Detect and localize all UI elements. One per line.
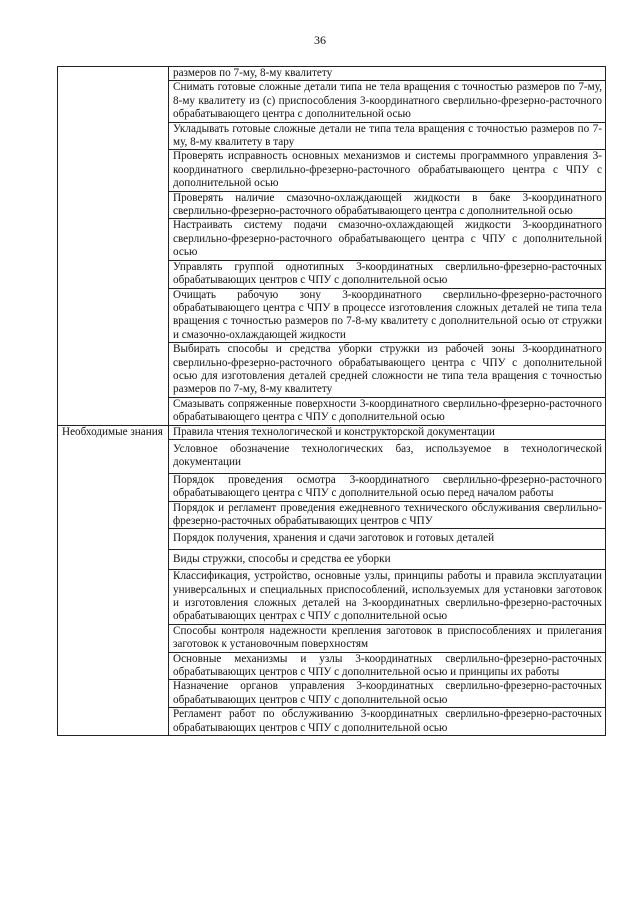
table-cell: Регламент работ по обслуживанию 3-координатных сверлильно-фрезерно-расточных обрабатывающих центров с ЧПУ с дополнительной осью <box>169 708 606 736</box>
page-number: 36 <box>314 33 326 47</box>
table-row <box>58 425 606 439</box>
table-cell: Назначение органов управления 3-координатных сверлильно-фрезерно-расточных обрабатывающих центров с ЧПУ с дополнительной осью <box>169 680 606 708</box>
table-cell: Порядок и регламент проведения ежедневного технического обслуживания сверлильно-фрезерно-расточных обрабатывающих центров с ЧПУ <box>169 501 606 529</box>
table-cell: Выбирать способы и средства уборки стружки из рабочей зоны 3-координатного сверлильно-фрезерно-расточного обрабатывающего центра с ЧПУ с дополнительной осью для изготовления деталей средней сложности не типа тела вращения с точностью размеров по 7-му, 8-му квалитету <box>169 343 606 398</box>
table-cell: Укладывать готовые сложные детали не типа тела вращения с точностью размеров по 7-му, 8-му квалитету в тару <box>169 122 606 150</box>
table-cell: Очищать рабочую зону 3-координатного сверлильно-фрезерно-расточного обрабатывающего центра с ЧПУ в процессе изготовления сложных деталей не типа тела вращения с точностью размеров по 7-8-му квалитету с дополнительной осью от стружки и смазочно-охлаждающей жидкости <box>169 288 606 343</box>
table-cell: Порядок проведения осмотра 3-координатного сверлильно-фрезерно-расточного обрабатывающего центра с ЧПУ с дополнительной осью перед началом работы <box>169 473 606 501</box>
group-label-continued <box>58 67 169 426</box>
table-cell: Смазывать сопряженные поверхности 3-координатного сверлильно-фрезерно-расточного обрабатывающего центра с ЧПУ с дополнительной осью <box>169 397 606 425</box>
table-cell: Способы контроля надежности крепления заготовок в приспособлениях и прилегания заготовок к установочным поверхностям <box>169 624 606 652</box>
requirements-table <box>57 66 606 736</box>
table-cell: Настраивать систему подачи смазочно-охлаждающей жидкости 3-координатного сверлильно-фрезерно-расточного обрабатывающего центра с ЧПУ с дополнительной осью <box>169 219 606 260</box>
table-cell: Проверять исправность основных механизмов и системы программного управления 3-координатного сверлильно-фрезерно-расточного обрабатывающего центра с ЧПУ с дополнительной осью <box>169 150 606 191</box>
table-cell: Условное обозначение технологических баз, используемое в технологической документации <box>169 439 606 473</box>
table-cell: Классификация, устройство, основные узлы, принципы работы и правила эксплуатации универсальных и специальных приспособлений, используемых для установки заготовок и изготовления сложных деталей на 3-координатных сверлильно-фрезерно-расточных обрабатывающих центрах с ЧПУ с дополнительной осью <box>169 570 606 625</box>
table-cell: Правила чтения технологической и конструкторской документации <box>169 425 606 439</box>
table-cell: Управлять группой однотипных 3-координатных сверлильно-фрезерно-расточных обрабатывающих центров с ЧПУ с дополнительной осью <box>169 260 606 288</box>
table-cell: Виды стружки, способы и средства ее уборки <box>169 549 606 569</box>
table-cell: Порядок получения, хранения и сдачи заготовок и готовых деталей <box>169 529 606 549</box>
table-cell: Снимать готовые сложные детали типа не тела вращения с точностью размеров по 7-му, 8-му квалитету из (с) приспособления 3-координатного сверлильно-фрезерно-расточного обрабатывающего центра с дополнительной осью <box>169 81 606 122</box>
table-cell: Основные механизмы и узлы 3-координатных сверлильно-фрезерно-расточных обрабатывающих центров с ЧПУ с дополнительной осью и принципы их работы <box>169 652 606 680</box>
table-row <box>58 67 606 81</box>
table-cell: Проверять наличие смазочно-охлаждающей жидкости в баке 3-координатного сверлильно-фрезерно-расточного обрабатывающего центра с дополнительной осью <box>169 191 606 219</box>
group-label-knowledge: Необходимые знания <box>58 425 169 736</box>
table-cell: размеров по 7-му, 8-му квалитету <box>169 67 606 81</box>
